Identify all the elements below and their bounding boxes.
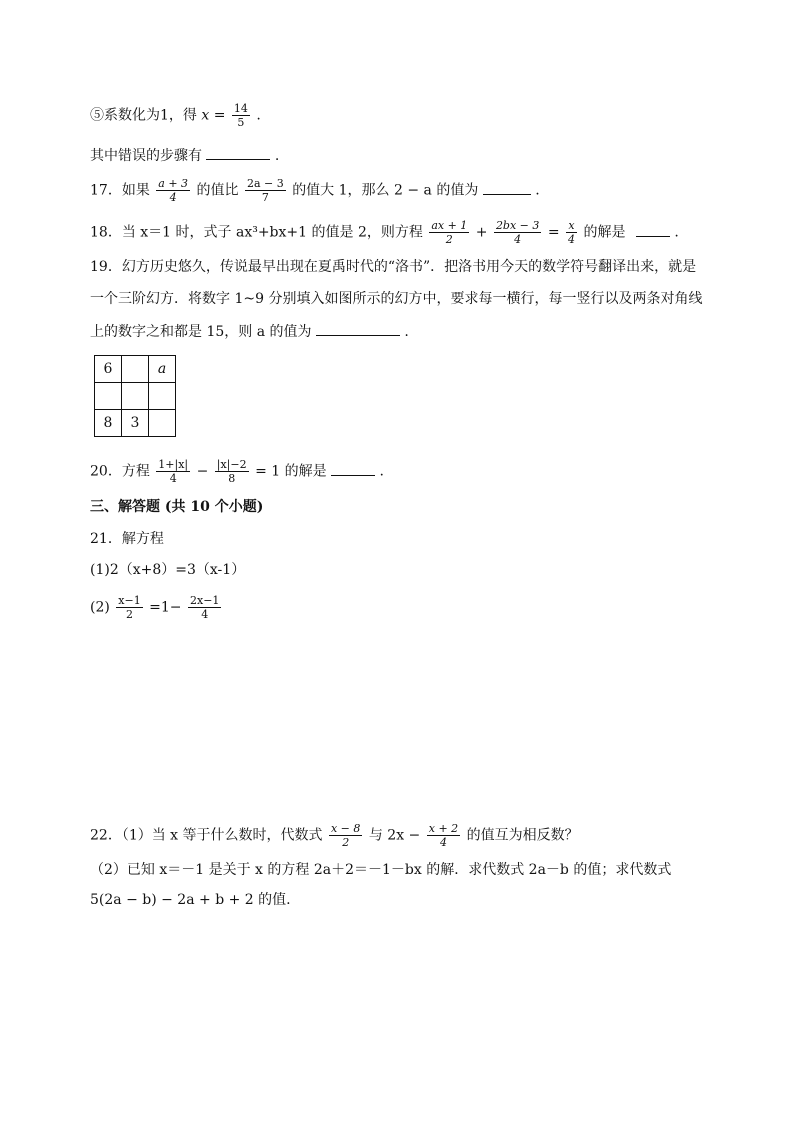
q20-label: 20．方程 (90, 463, 150, 480)
q20-end: . (379, 463, 384, 480)
magic-square-cell (149, 383, 176, 410)
q22-p1-f2-den: 4 (439, 836, 447, 849)
magic-square-cell: a (149, 356, 176, 383)
q18-fraction-3 (566, 219, 577, 246)
q18-fraction-2 (494, 219, 541, 246)
section-3-heading: 三、解答题 (共 10 个小题) (90, 499, 264, 515)
magic-square-cell (95, 383, 122, 410)
q20-blank (331, 461, 375, 476)
q18-fraction-1 (429, 219, 469, 246)
step5-suffix: . (256, 107, 261, 124)
q17-fraction-2 (245, 177, 286, 204)
q18-eq: = (547, 224, 560, 241)
q19-line-2: 一个三阶幻方．将数字 1~9 分别填入如图所示的幻方中，要求每一横行，每一竖行以及两条对角线 (90, 291, 703, 307)
q18-f2-den: 4 (514, 233, 522, 246)
q20-fraction-1 (156, 458, 190, 485)
question-20 (90, 458, 384, 485)
q20-minus: − (196, 463, 209, 480)
step5-fraction (232, 102, 250, 129)
q21-part-1: (1)2（x+8）=3（x-1） (90, 562, 246, 578)
q21-title: 21．解方程 (90, 531, 164, 547)
q17-f1-den: 4 (169, 191, 177, 204)
q22-p1-label: 22．（1）当 x 等于什么数时，代数式 (90, 827, 323, 844)
q20-f1-num: 1+|x| (158, 458, 189, 471)
magic-square (94, 355, 176, 437)
question-18 (90, 219, 679, 246)
q18-f1-num: ax + 1 (431, 219, 468, 232)
q22-p1-fraction-1 (329, 822, 362, 849)
q18-blank (636, 222, 670, 237)
question-17 (90, 177, 540, 204)
q22-p1-f2-num: x + 2 (428, 822, 459, 835)
q21-p2-f2-den: 4 (201, 608, 209, 621)
q17-blank (483, 180, 531, 195)
q19-line-3-text: 上的数字之和都是 15，则 a 的值为 (90, 324, 312, 340)
magic-square-cell: 6 (95, 356, 122, 383)
q21-p2-mid: =1− (149, 599, 182, 616)
q21-p2-f1-num: x−1 (118, 594, 141, 607)
q20-fraction-2 (215, 458, 249, 485)
q19-end: . (404, 324, 409, 340)
q20-f2-num: |x|−2 (216, 458, 247, 471)
wrong-steps-blank (206, 145, 270, 160)
q19-line-1: 19．幻方历史悠久，传说最早出现在夏禹时代的“洛书”．把洛书用今天的数学符号翻译出来，就是 (90, 259, 697, 275)
q17-f1-num: a + 3 (158, 177, 189, 190)
wrong-steps-line (90, 145, 279, 166)
magic-square-row (95, 383, 176, 410)
q19-line-3 (90, 321, 409, 342)
step5-den: 5 (237, 116, 245, 129)
q17-mid: 的值比 (196, 182, 239, 199)
q22-part-2-line-2: 5(2a − b) − 2a + b + 2 的值. (90, 892, 291, 908)
q18-f1-den: 2 (445, 233, 453, 246)
q21-part-2 (90, 594, 223, 621)
wrong-steps-text: 其中错误的步骤有 (90, 148, 202, 164)
q17-end: . (535, 182, 540, 199)
q18-f3-num: x (566, 219, 577, 233)
q18-plus: + (475, 224, 488, 241)
magic-square-cell (122, 356, 149, 383)
q21-p2-f1-den: 2 (126, 608, 133, 621)
magic-square-cell (122, 383, 149, 410)
q18-text: 18．当 x＝1 时，式子 ax³+bx+1 的值是 2，则方程 (90, 224, 423, 241)
q21-p2-fraction-2 (188, 594, 221, 621)
step5-prefix: ⑤系数化为1，得 (90, 107, 197, 124)
q18-f2-num: 2bx − 3 (495, 219, 540, 232)
step5-num: 14 (233, 102, 248, 115)
q17-tail: 的值为 (436, 182, 479, 199)
q21-p2-fraction-1 (116, 594, 142, 621)
q22-p1-f1-num: x − 8 (330, 822, 361, 835)
q21-p2-f2-num: 2x−1 (190, 594, 220, 607)
q22-part-1 (90, 822, 579, 849)
q20-f2-den: 8 (228, 472, 236, 485)
q22-p1-fraction-2 (427, 822, 460, 849)
q17-label: 17．如果 (90, 182, 150, 199)
q17-mid2: 的值大 1，那么 (292, 182, 390, 199)
magic-square-cell (149, 410, 176, 437)
wrong-steps-end: . (274, 148, 280, 164)
q21-p2-label: (2) (90, 599, 110, 616)
q17-f2-den: 7 (261, 191, 269, 204)
step5-line (90, 102, 261, 129)
q22-p1-f1-den: 2 (342, 836, 350, 849)
q22-p1-mid: 与 2x − (368, 827, 421, 844)
q18-f3-den: 4 (568, 233, 576, 246)
q18-tail: 的解是 (583, 224, 626, 241)
magic-square-row (95, 410, 176, 437)
magic-square-cell: 8 (95, 410, 122, 437)
q17-expr: 2 − a (394, 182, 432, 199)
q22-part-2-line-1: （2）已知 x＝－1 是关于 x 的方程 2a＋2＝－1－bx 的解．求代数式 2a－b 的值；求代数式 (90, 862, 672, 878)
q18-end: . (674, 224, 679, 241)
q20-eq: = 1 (255, 463, 281, 480)
q20-tail: 的解是 (284, 463, 327, 480)
step5-var: x (201, 107, 210, 124)
magic-square-row (95, 356, 176, 383)
step5-eq: = (213, 107, 226, 124)
q20-f1-den: 4 (169, 472, 177, 485)
magic-square-cell: 3 (122, 410, 149, 437)
q19-blank (316, 321, 400, 336)
q17-fraction-1 (156, 177, 190, 204)
q17-f2-num: 2a − 3 (246, 177, 284, 190)
q22-p1-tail: 的值互为相反数？ (466, 827, 579, 844)
